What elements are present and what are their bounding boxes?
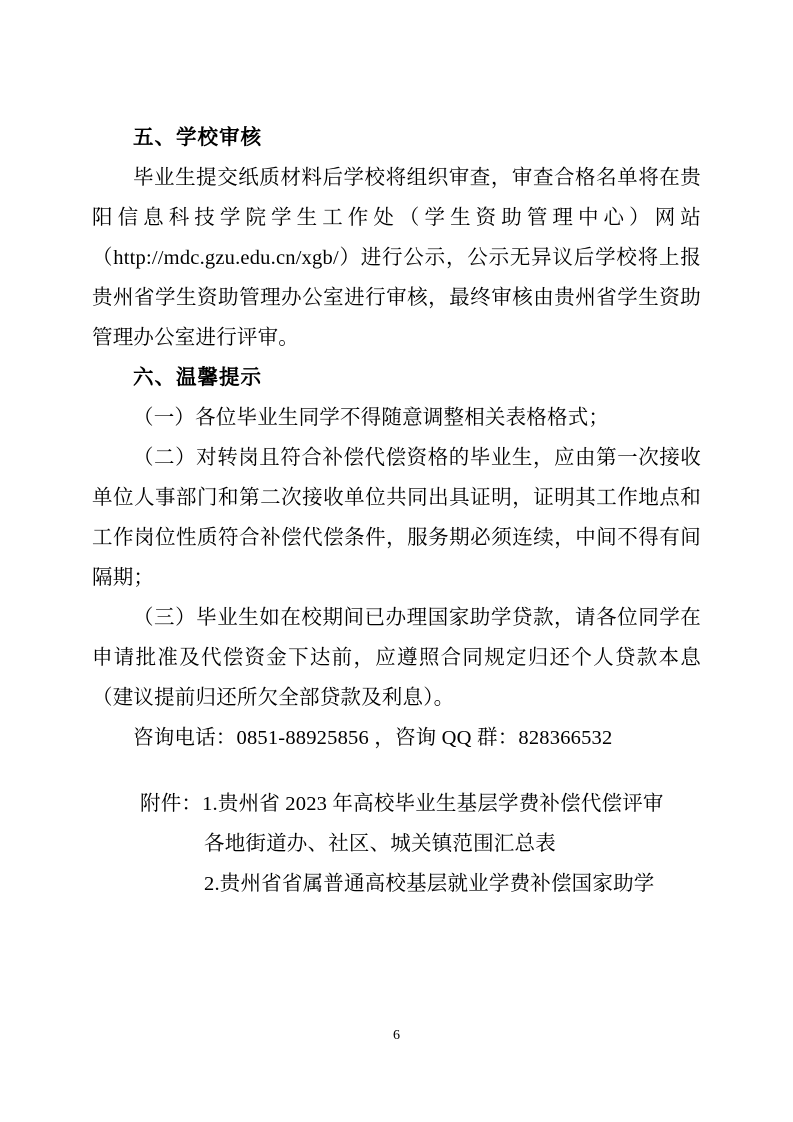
spacer [92,758,701,784]
attachment-item-1-line-2: 各地街道办、社区、城关镇范围汇总表 [204,833,556,855]
attachment-item-1-text: 1.贵州省 2023 年高校毕业生基层学费补偿代偿评审 [202,793,664,815]
attachment-item-1-line-1 [92,784,701,824]
attachment-item-2-line-1: 2.贵州省省属普通高校基层就业学费补偿国家助学 [204,873,655,895]
paragraph-tip-3: （三）毕业生如在校期间已办理国家助学贷款，请各位同学在申请批准及代偿资金下达前，应遵照合同规定归还个人贷款本息（建议提前归还所欠全部贷款及利息）。 [92,607,701,709]
paragraph-tip-1: （一）各位毕业生同学不得随意调整相关表格格式； [133,407,610,429]
paragraph-tip-2: （二）对转岗且符合补偿代偿资格的毕业生，应由第一次接收单位人事部门和第二次接收单位共同出具证明，证明其工作地点和工作岗位性质符合补偿代偿条件，服务期必须连续，中间不得有间隔期； [92,447,701,589]
section-heading-school-review: 五、学校审核 [133,127,262,149]
paragraph-school-review: 毕业生提交纸质材料后学校将组织审查，审查合格名单将在贵阳信息科技学院学生工作处（学生资助管理中心）网站（http://mdc.gzu.edu.cn/xgb/）进行公示，公示无异议后学校将上报贵州省学生资助管理办公室进行审核，最终审核由贵州省学生资助管理办公室进行评审。 [92,167,701,349]
page-number: 6 [393,1028,400,1043]
document-body [92,118,701,904]
attachments-label: 附件： [140,793,203,815]
contact-line: 咨询电话：0851-88925856 ，咨询 QQ 群：828366532 [133,727,613,749]
section-heading-tips: 六、温馨提示 [133,367,262,389]
attachments-block [92,784,701,904]
